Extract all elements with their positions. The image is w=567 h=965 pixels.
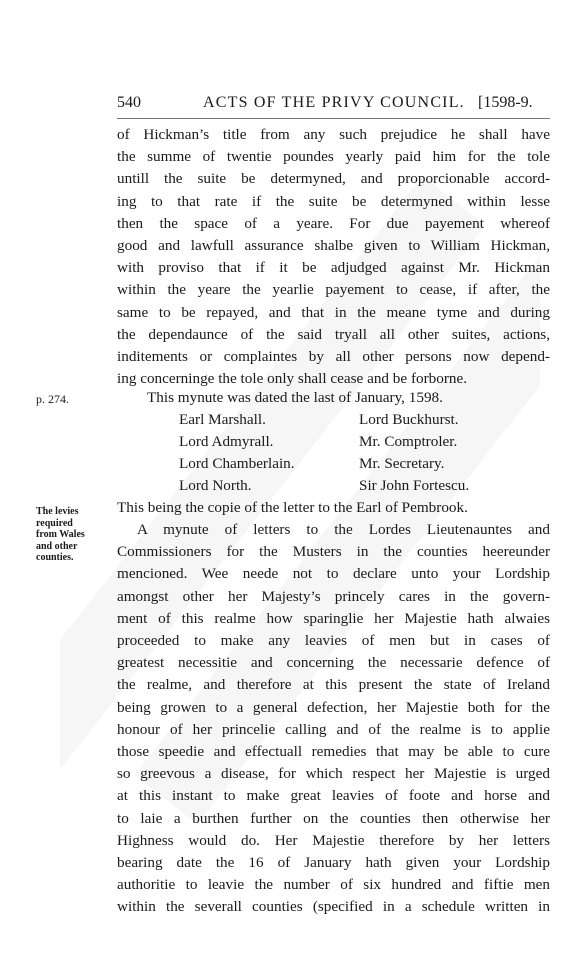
signatory: Mr. Secretary. xyxy=(359,455,445,472)
text-line: mencioned. Wee neede not to declare unto your Lordship xyxy=(117,565,550,583)
text-line: ment of this realme how sparinglie her Majestie hath alwaies xyxy=(117,609,550,627)
text-line: of Hickman’s title from any such prejudice he shall have xyxy=(117,126,550,143)
signatory: Lord Buckhurst. xyxy=(359,411,459,428)
signatory: Mr. Comptroler. xyxy=(359,433,458,450)
signatory: Lord Admyrall. xyxy=(179,433,274,450)
signatory: Earl Marshall. xyxy=(179,411,266,428)
text-line: within the yeare the yearlie payement to cease, if after, the xyxy=(117,281,550,299)
paragraph-hickman xyxy=(117,124,550,390)
text-line: to laie a burthen further on the counties then otherwise her xyxy=(117,809,550,827)
text-line: ing concerninge the tole only shall cease and be forborne. xyxy=(117,370,468,388)
text-line: good and lawfull assurance shalbe given to William Hickman, xyxy=(117,237,550,255)
signatory: Lord Chamberlain. xyxy=(179,455,295,472)
text-line: greatest necessitie and concerning the necessarie defence of xyxy=(117,654,550,672)
text-line: honour of her princelie calling and of the realme is to applie xyxy=(117,720,550,738)
text-line: being growen to a general defection, her Majestie both for the xyxy=(117,698,550,716)
margin-note-line: counties. xyxy=(36,552,74,563)
text-line: those speedie and effectuall remedies that may be able to cure xyxy=(117,743,550,761)
text-line: the summe of twentie poundes yearly paid him for the tole xyxy=(117,148,550,166)
text-line: with proviso that if it be adjudged against Mr. Hickman xyxy=(117,259,550,277)
paragraph-levies xyxy=(117,519,550,919)
margin-note-line: The levies xyxy=(36,506,79,517)
text-line: proceeded to make any leavies of men but in cases of xyxy=(117,632,550,650)
signatory: Lord North. xyxy=(179,477,252,494)
text-line: the realme, and therefore at this present the state of Ireland xyxy=(117,676,550,694)
signatories-list xyxy=(179,409,559,497)
signatory-row xyxy=(179,409,559,431)
copie-line xyxy=(117,497,550,519)
text-line: inditements or complaintes by all other persons now depend- xyxy=(117,348,550,366)
text-line: at this instant to make great leavies of foote and horse and xyxy=(117,787,550,805)
text-line: A mynute of letters to the Lordes Lieutenauntes and xyxy=(137,521,550,538)
signatory-row xyxy=(179,475,559,497)
text-line: Highness would do. Her Majestie therefore by her letters xyxy=(117,831,550,849)
margin-page-reference: p. 274. xyxy=(36,392,69,406)
running-header xyxy=(0,94,567,118)
margin-note-line: from Wales xyxy=(36,529,85,540)
signatory-row xyxy=(179,453,559,475)
page-number: 540 xyxy=(117,94,141,111)
text-line: so greevous a disease, for which respect her Majestie is urged xyxy=(117,765,550,783)
text-line: Commissioners for the Musters in the counties heereunder xyxy=(117,543,550,561)
header-year: [1598-9. xyxy=(478,94,533,111)
text-line: bearing date the 16 of January hath given your Lordship xyxy=(117,854,550,872)
signatory-row xyxy=(179,431,559,453)
margin-note-line: and other xyxy=(36,540,78,552)
text-line: amongst other her Majesty’s princely cares in the govern- xyxy=(117,587,550,605)
text-line: within the severall counties (specified in a schedule written in xyxy=(117,898,550,916)
text-line: This mynute was dated the last of January, 1598. xyxy=(147,389,443,406)
minute-date-line xyxy=(117,387,550,409)
text-line: the dependaunce of the said tryall all other suites, actions, xyxy=(117,325,550,343)
text-line: This being the copie of the letter to the Earl of Pembrook. xyxy=(117,499,468,516)
running-title: ACTS OF THE PRIVY COUNCIL. xyxy=(203,94,465,111)
margin-note-levies xyxy=(36,506,85,564)
text-line: same to be repayed, and that in the meane tyme and during xyxy=(117,303,550,321)
text-line: ing to that rate if the suite be determyned within lesse xyxy=(117,192,550,210)
text-line: then the space of a yeare. For due payement whereof xyxy=(117,214,550,232)
text-line: authoritie to leavie the number of six hundred and fiftie men xyxy=(117,876,550,894)
header-rule xyxy=(117,118,550,119)
signatory: Sir John Fortescu. xyxy=(359,477,470,494)
margin-note-line: required xyxy=(36,517,73,529)
text-line: untill the suite be determyned, and proporcionable accord- xyxy=(117,170,550,188)
